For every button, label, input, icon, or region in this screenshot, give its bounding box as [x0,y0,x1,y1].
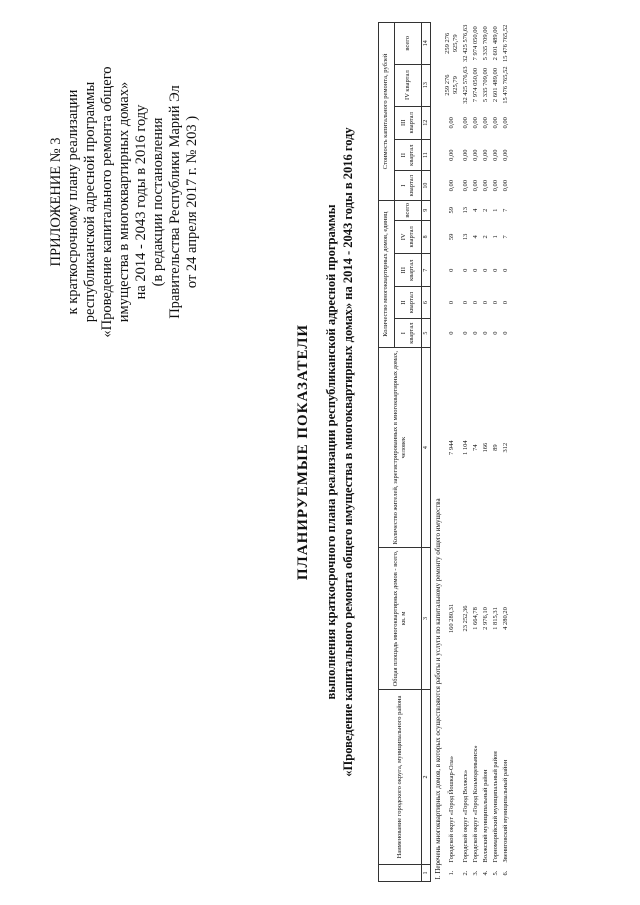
column-number: 13 [422,64,431,106]
header-number [379,865,422,882]
row-cost-total: 2 601 489,00 [492,26,499,61]
row-cost-q4: 7 974 050,00 [472,68,479,103]
header-total: всего [394,23,421,65]
row-residents: 7 944 [448,440,455,455]
row-name: Волжский муниципальный район [482,769,489,863]
row-cost-total: 32 425 576,63 [462,24,469,62]
table-row [481,23,491,882]
row-houses-total: 7 [502,208,509,212]
row-houses-q4: 2 [482,235,489,239]
column-number: 3 [422,547,431,689]
table-header-row [379,23,395,882]
header-q2: II квартал [394,287,421,318]
column-number: 2 [422,690,431,865]
row-cost-q4: 5 335 709,00 [482,68,489,103]
row-houses-q2: 0 [462,300,469,305]
row-houses-q2: 0 [472,300,479,305]
row-houses-q1: 0 [448,331,455,335]
row-houses-q3: 0 [448,268,455,272]
row-cost-q3: 0,00 [448,117,455,129]
row-cost-q1: 0,00 [472,179,479,192]
row-cost-q1: 0,00 [482,179,489,192]
row-houses-q3: 0 [492,268,499,272]
row-houses-q4: 59 [448,233,455,241]
row-name: Горномарийский муниципальный район [492,751,499,863]
row-cost-q3: 0,00 [462,117,469,129]
column-number: 9 [422,200,431,220]
row-cost-total: 259 276 925,79 [444,32,459,54]
row-houses-q1: 0 [482,331,489,335]
appendix-line: на 2014 - 2043 годы в 2016 году [133,104,149,300]
appendix-line: от 24 апреля 2017 г. № 203 ) [184,115,200,289]
row-cost-q2: 0,00 [492,149,499,161]
row-number: 4. [482,870,489,876]
row-cost-q3: 0,00 [502,117,509,129]
row-cost-q4: 259 276 925,79 [444,74,459,96]
row-cost-q2: 0,00 [502,149,509,161]
row-houses-q2: 0 [482,300,489,305]
document-title: ПЛАНИРУЕМЫЕ ПОКАЗАТЕЛИ [295,323,311,581]
appendix-line: к краткосрочному плану реализации [65,89,81,315]
row-houses-q1: 0 [472,331,479,335]
row-residents: 74 [472,444,479,451]
row-cost-q1: 0,00 [502,179,509,192]
row-cost-total: 7 974 050,00 [472,26,479,61]
column-number: 11 [422,139,431,170]
row-houses-total: 13 [462,207,469,214]
row-residents: 166 [482,442,489,453]
appendix-line: «Проведение капитального ремонта общего [99,66,115,338]
row-houses-q3: 0 [472,268,479,272]
appendix-line: имущества в многоквартирных домах» [116,81,132,323]
row-cost-q3: 0,00 [492,117,499,129]
row-name: Городской округ «Город Йошкар-Ола» [448,755,455,863]
appendix-line: Правительства Республики Марий Эл [167,85,183,319]
row-houses-q1: 0 [462,331,469,335]
row-houses-q2: 0 [492,300,499,305]
row-houses-total: 2 [482,208,489,212]
row-area: 4 280,20 [502,607,509,630]
header-q4: IV квартал [394,64,421,106]
rotated-sheet [40,12,620,892]
appendix-line: республиканской адресной программы [82,81,98,323]
row-houses-q4: 13 [462,233,469,241]
row-number: 6. [502,870,509,876]
row-cost-q1: 0,00 [462,179,469,192]
document-subtitle: выполнения краткосрочного плана реализации республиканской адресной программы [324,204,338,700]
row-cost-q1: 0,00 [492,179,499,192]
row-cost-q2: 0,00 [482,149,489,161]
column-number: 5 [422,318,431,348]
row-cost-total: 15 476 765,52 [502,24,509,62]
row-cost-q2: 0,00 [462,149,469,161]
column-number: 14 [422,23,431,65]
row-area: 1 815,31 [492,607,499,630]
table-row [443,23,461,882]
appendix-line: ПРИЛОЖЕНИЕ № 3 [48,137,64,267]
row-houses-q4: 4 [472,235,479,239]
row-number: 5. [492,870,499,876]
header-area: Общая площадь многоквартирных домов - всего, кв. м [379,547,422,689]
column-number: 1 [422,865,431,882]
row-houses-total: 59 [448,207,455,214]
column-number: 7 [422,254,431,287]
row-cost-q4: 15 476 765,52 [502,66,509,104]
table-row [491,23,501,882]
header-total: всего [394,200,421,220]
row-houses-q1: 0 [502,331,509,335]
header-residents: Количество жителей, зарегистрированных в многоквартирных домах, человек [379,348,422,548]
row-name: Городской округ «Город Козьмодемьянск» [472,745,479,863]
indicators-table [378,22,511,882]
section-row [431,23,444,882]
header-q1: I квартал [394,318,421,348]
row-houses-q4: 7 [502,235,509,239]
appendix-line: (в редакции постановления [150,117,166,287]
row-houses-q3: 0 [502,268,509,272]
row-houses-q4: 1 [492,235,499,239]
document-heading [295,32,356,872]
header-q4: IV квартал [394,220,421,254]
row-cost-q2: 0,00 [472,149,479,161]
header-q1: I квартал [394,171,421,201]
row-houses-q2: 0 [502,300,509,305]
row-cost-q1: 0,00 [448,179,455,192]
column-number: 10 [422,171,431,201]
row-area: 23 252,36 [462,605,469,632]
row-cost-total: 5 335 709,00 [482,26,489,61]
column-number: 8 [422,220,431,254]
section-title: I. Перечень многоквартирных домов, в которых осуществляются работы и услуги по капитальному ремонту общего имущества [434,498,442,880]
row-residents: 89 [492,444,499,451]
row-houses-total: 1 [492,208,499,212]
row-number: 3. [472,870,479,876]
row-area: 2 976,10 [482,607,489,630]
row-houses-q3: 0 [462,268,469,272]
header-group-houses: Количество многоквартирных домов, единиц [379,200,395,347]
row-houses-q1: 0 [492,331,499,335]
row-houses-total: 4 [472,208,479,212]
row-cost-q4: 32 425 576,63 [462,66,469,104]
header-q3: III квартал [394,106,421,139]
column-number-row [422,23,431,882]
table-row [501,23,511,882]
row-area: 1 664,78 [472,607,479,630]
table-row [461,23,471,882]
row-cost-q2: 0,00 [448,149,455,161]
table-row [471,23,481,882]
row-name: Городской округ «Город Волжск» [462,769,469,863]
column-number: 4 [422,348,431,548]
row-cost-q4: 2 601 489,00 [492,68,499,103]
document-subtitle: «Проведение капитального ремонта общего имущества в многоквартирных домах» на 2014 - 2043 годы в 2016 году [341,127,355,777]
row-houses-q3: 0 [482,268,489,272]
row-residents: 312 [502,442,509,453]
row-residents: 1 104 [462,440,469,455]
column-number: 6 [422,287,431,318]
row-cost-q3: 0,00 [482,117,489,129]
row-cost-q3: 0,00 [472,117,479,129]
row-name: Звениговский муниципальный район [502,759,509,863]
row-houses-q2: 0 [448,300,455,305]
header-group-cost: Стоимость капитального ремонта, рублей [379,23,395,201]
header-name: Наименование городского округа, муниципального района [379,690,422,865]
row-area: 160 280,31 [448,603,455,634]
row-number: 1. [448,870,455,876]
header-q3: III квартал [394,254,421,287]
column-number: 12 [422,106,431,139]
appendix-block [48,32,201,372]
header-q2: II квартал [394,139,421,170]
row-number: 2. [462,870,469,876]
